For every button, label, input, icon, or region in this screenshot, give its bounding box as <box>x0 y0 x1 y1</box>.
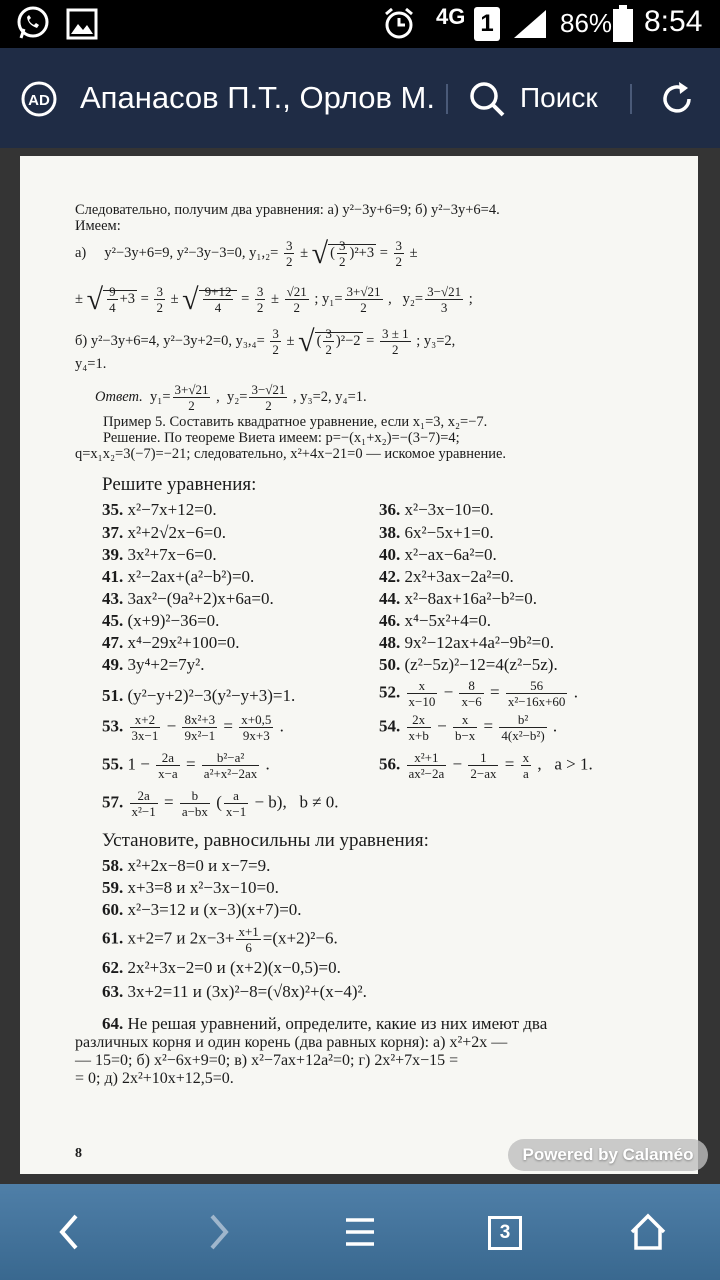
intro-text: Имеем: <box>75 218 121 234</box>
equation: б) y²−3y+6=4, y²−3y+2=0, y₃,₄= <box>75 332 265 349</box>
search-icon <box>468 80 506 118</box>
network-type: 4G <box>436 4 466 29</box>
solution-a-line: а) y²−3y+6=9, y²−3y−3=0, y₁,₂= $\frac{3}{2}$ ± √ ( $\frac{3}{2}$ )²+3 = $\frac{3}{2}$ ± <box>75 236 418 270</box>
problem-item: 42. 2x²+3ax−2a²=0. <box>379 567 514 586</box>
problem-text: различных корня и один корень (два равных корня): а) x²+2x — <box>75 1034 508 1051</box>
problem-item: 55. 1 − $\frac{2a}{x-a}$ = $\frac{\text{b²−a²}}{\text{a²+x²−2ax}}$ . <box>102 750 270 781</box>
powered-by-badge[interactable]: Powered by Calaméo <box>508 1139 708 1171</box>
root-symbol: √ <box>311 236 329 270</box>
document-title: Апанасов П.Т., Орлов М. <box>80 80 435 115</box>
problem-item: 39. 3x²+7x−6=0. <box>102 545 217 564</box>
divider <box>630 84 632 114</box>
problem-item: 64. Не решая уравнений, определите, какие из них имеют два <box>102 1014 548 1033</box>
problem-item: 56. $\frac{\text{x²+1}}{\text{ax²−2a}}$ − $\frac{1}{2-ax}$ = $\frac{x}{a}$ , a > 1. <box>379 750 593 781</box>
label: а) <box>75 244 87 261</box>
y2-label: y₂= <box>226 388 248 405</box>
tabs-count: 3 <box>488 1216 522 1250</box>
problem-item: 40. x²−ax−6a²=0. <box>379 545 497 564</box>
root-symbol: √ <box>182 282 199 316</box>
battery-icon <box>612 5 634 43</box>
problem-item: 38. 6x²−5x+1=0. <box>379 523 494 542</box>
problem-item: 51. (y²−y+2)²−3(y²−y+3)=1. <box>102 686 296 705</box>
forward-icon[interactable] <box>188 1202 248 1262</box>
answer-rest: , y₃=2, y₄=1. <box>293 388 367 405</box>
alarm-icon <box>382 6 416 40</box>
y4-line: y₄=1. <box>75 356 107 372</box>
solution-b-line: б) y²−3y+6=4, y²−3y+2=0, y₃,₄= $\frac{3}{2}$ ± √ ( $\frac{3}{2}$ )²−2 = $\frac{3 \pm 1}{2}$ ; y₃=2, <box>75 324 456 358</box>
answer-label: Ответ. <box>95 388 143 405</box>
bottom-nav-bar <box>0 1184 720 1280</box>
root-symbol: √ <box>298 324 315 358</box>
gallery-icon <box>66 8 98 40</box>
problem-item: 50. (z²−5z)²−12=4(z²−5z). <box>379 655 558 674</box>
y1-label: y₁= <box>150 388 171 405</box>
equation: y²−3y+6=9, y²−3y−3=0, y₁,₂= <box>104 244 279 261</box>
y2-label: y₂= <box>402 290 424 307</box>
problem-item: 63. 3x+2=11 и (3x)²−8=(√8x)²+(x−4)². <box>102 982 367 1001</box>
sim-number: 1 <box>480 10 494 37</box>
problem-item: 43. 3ax²−(9a²+2)x+6a=0. <box>102 589 274 608</box>
problem-item: 52. $\frac{x}{x-10}$ − $\frac{8}{x-6}$ = $\frac{56}{\text{x²−16x+60}}$ . <box>379 678 578 709</box>
status-bar <box>0 0 720 48</box>
divider <box>446 84 448 114</box>
home-icon[interactable] <box>618 1202 678 1262</box>
fraction: $\frac{3}{2}$ <box>395 238 403 269</box>
tabs-button[interactable] <box>474 1202 534 1262</box>
search-label[interactable]: Поиск <box>520 82 598 113</box>
ad-icon[interactable] <box>20 80 58 118</box>
result: ; y₃=2, <box>416 332 456 349</box>
section-heading: Установите, равносильны ли уравнения: <box>102 830 429 851</box>
problem-item: 57. $\frac{2a}{\text{x²−1}}$ = $\frac{b}{a-bx}$ ( $\frac{a}{x-1}$ − b), b ≠ 0. <box>102 788 339 819</box>
problem-text: — 15=0; б) x²−6x+9=0; в) x²−7ax+12a²=0; г) 2x²+7x−15 = <box>75 1052 459 1069</box>
section-heading: Решите уравнения: <box>102 474 257 495</box>
battery-percent: 86% <box>560 8 613 38</box>
example-text: Пример 5. Составить квадратное уравнение, если x₁=3, x₂=−7. <box>103 414 488 430</box>
problem-item: 48. 9x²−12ax+4a²−9b²=0. <box>379 633 554 652</box>
problem-text: = 0; д) 2x²+10x+12,5=0. <box>75 1070 234 1087</box>
answer-line: Ответ. y₁= $\frac{3+√21}{2}$ , y₂= $\frac{3-√21}{2}$ , y₃=2, y₄=1. <box>95 382 367 413</box>
whatsapp-icon <box>14 4 52 42</box>
sim-indicator <box>474 7 500 41</box>
problem-item: 44. x²−8ax+16a²−b²=0. <box>379 589 537 608</box>
problem-item: 41. x²−2ax+(a²−b²)=0. <box>102 567 255 586</box>
y1-label: y₁= <box>322 290 343 307</box>
problem-item: 47. x⁴−29x²+100=0. <box>102 633 240 652</box>
problem-item: 36. x²−3x−10=0. <box>379 500 494 519</box>
problem-item: 53. $\frac{x+2}{3x-1}$ − $\frac{\text{8x²+3}}{\text{9x²−1}}$ = $\frac{x+0,5}{9x+3}$ . <box>102 712 284 743</box>
svg-text:AD: AD <box>28 92 50 109</box>
menu-icon[interactable] <box>330 1202 390 1262</box>
document-page <box>20 156 698 1174</box>
example-text: q=x₁x₂=3(−7)=−21; следовательно, x²+4x−21=0 — искомое уравнение. <box>75 446 507 462</box>
sign: ± <box>75 290 83 307</box>
root-symbol: √ <box>86 282 104 316</box>
problem-item: 60. x²−3=12 и (x−3)(x+7)=0. <box>102 900 302 919</box>
refresh-icon[interactable] <box>658 80 696 118</box>
problem-item: 61. x+2=7 и 2x−3+ $\frac{x+1}{6}$ =(x+2)²−6. <box>102 924 338 955</box>
fraction: $\frac{3}{2}$ <box>285 238 293 269</box>
page-number: 8 <box>75 1146 82 1161</box>
intro-text: Следовательно, получим два уравнения: а) y²−3y+6=9; б) y²−3y+6=4. <box>75 202 500 218</box>
problem-item: 54. $\frac{2x}{x+b}$ − $\frac{x}{b-x}$ = $\frac{\text{b²}}{\text{4(x²−b²)}}$ . <box>379 712 558 743</box>
problem-item: 45. (x+9)²−36=0. <box>102 611 220 630</box>
problem-item: 62. 2x²+3x−2=0 и (x+2)(x−0,5)=0. <box>102 958 341 977</box>
problem-item: 37. x²+2√2x−6=0. <box>102 523 226 542</box>
problem-item: 35. x²−7x+12=0. <box>102 500 217 519</box>
app-bar <box>0 48 720 148</box>
signal-icon <box>512 8 548 40</box>
document-viewer[interactable] <box>0 148 720 1184</box>
problem-item: 58. x²+2x−8=0 и x−7=9. <box>102 856 271 875</box>
clock: 8:54 <box>644 5 703 38</box>
solution-a-line: ± √ $\frac{9}{4}$ +3 = $\frac{3}{2}$ ± √ $\frac{9+12}{4}$ = $\frac{3}{2}$ ± $\frac{√21}{2}$ ; y₁= $\frac{3+√21}{2}$ , y₂= $\frac{3-√21}{3}$ ; <box>75 282 473 316</box>
problem-item: 46. x⁴−5x²+4=0. <box>379 611 492 630</box>
back-icon[interactable] <box>40 1202 100 1262</box>
example-text: Решение. По теореме Виета имеем: p=−(x₁+x₂)=−(3−7)=4; <box>103 430 460 446</box>
problem-item: 49. 3y⁴+2=7y². <box>102 655 205 674</box>
problem-item: 59. x+3=8 и x²−3x−10=0. <box>102 878 279 897</box>
